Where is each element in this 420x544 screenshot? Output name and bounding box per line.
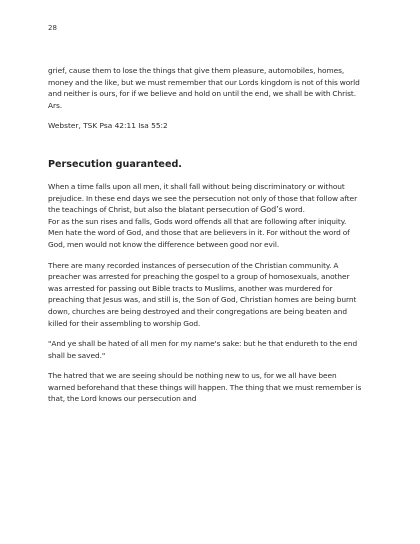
page-number: 28 xyxy=(48,24,57,32)
intro-paragraph: grief, cause them to lose the things that give them pleasure, automobiles, homes, money and the like, but we must remember that our Lords kingdom is not of this world and neither is ours, for if we believe and hold on until the end, we shall be with Christ. Ars. xyxy=(48,66,360,110)
paragraph-sun-rises: For as the sun rises and falls, Gods word offends all that are following after iniquity. Men hate the word of God, and those that are believers in it. For without the word of God, men would not know the difference between good nor evil. xyxy=(48,216,350,249)
paragraph-time-falls-end: word. xyxy=(284,205,305,215)
paragraph-recorded-instances: There are many recorded instances of persecution of the Christian community. A preacher was arrested for preaching the gospel to a group of homosexuals, another was arrested for passing out Bible tracts to Muslims, another was murdered for preaching that Jesus was, and still is, the Son of God, Christian homes are being burnt down, churches are being destroyed and their congregations are being beaten and killed for their assembling to worship God. xyxy=(48,260,357,328)
emphasis-gods: God’s xyxy=(260,205,283,215)
section-heading: Persecution guaranteed. xyxy=(48,158,182,170)
paragraph-time-falls xyxy=(48,181,362,216)
paragraph-hatred: The hatred that we are seeing should be nothing new to us, for we all have been warned beforehand that these things will happen. The thing that we must remember is that, the Lord knows our persecution and xyxy=(48,371,362,404)
paragraph-time-falls-text: When a time falls upon all men, it shall fall without being discriminatory or without prejudice. In these end days we see the persecution not only of those that follow after the teachings of Christ, but also the blatant persecution of xyxy=(48,181,358,215)
scripture-reference: Webster, TSK Psa 42:11 Isa 55:2 xyxy=(48,121,168,131)
scripture-quote: "And ye shall be hated of all men for my name's sake: but he that endureth to the end shall be saved." xyxy=(48,339,358,360)
